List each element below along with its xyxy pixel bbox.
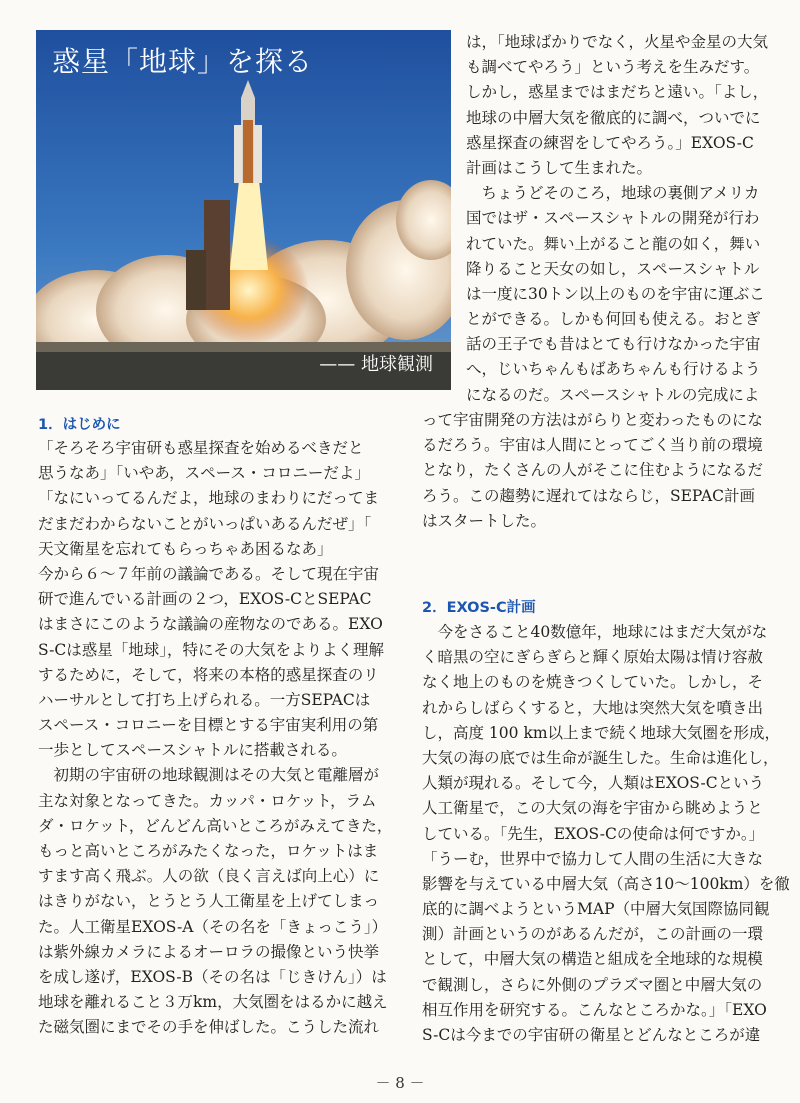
text-line: た磁気圏にまでその手を伸ばした。こうした流れ [38,1018,380,1037]
text-line: なく地上のものを焼きつくしていた。しかし，そ [422,673,764,692]
text-line: るだろう。宇宙は人間にとってごく当り前の環境 [422,436,763,455]
text-line: となり，たくさんの人がそこに住むようになるだ [422,461,764,480]
shuttle-launch-photo [36,30,451,390]
section-1-body [38,436,393,1041]
text-line: だまだわからないことがいっぱいあるんだぜ」「 [38,514,372,533]
text-line: として，中層大気の構造と組成を全地球的な規模 [422,950,763,969]
text-line: 相互作用を研究する。こんなところかな。」「EXO [422,1000,767,1019]
text-line: も調べてやろう」という考えを生みだす。 [466,58,760,77]
text-line: している。「先生，EXOS-Cの使命は何ですか。」 [422,824,765,843]
text-line: スペース・コロニーを目標とする宇宙実利用の第 [38,716,379,735]
right-column-top-lower [422,408,778,534]
text-line: し，高度 100 km以上まで続く地球大気圏を形成， [422,723,781,742]
photo-caption: —— 地球観測 [319,354,433,375]
section-1-heading: 1．はじめに [38,417,121,433]
text-line: は，「地球ばかりでなく，火星や金星の大気 [466,33,768,51]
text-line: 今をさること40数億年，地球にはまだ大気がな [422,623,768,641]
shuttle-launch-illustration [36,30,451,390]
text-line: た。人工衛星EXOS-A（その名を「きょっこう」） [38,917,388,936]
text-line: になるのだ。スペースシャトルの完成によ [466,385,760,404]
right-column-top-upper [466,30,776,408]
text-line: 思うなあ」「いやあ，スペース・コロニーだよ」 [38,464,370,483]
text-line: 底的に調べようというMAP（中層大気国際協同観 [422,900,770,919]
text-line: ハーサルとして打ち上げられる。一方SEPACは [38,690,371,709]
text-line: 惑星探査の練習をしてやろう。」EXOS-C [466,133,754,152]
text-line: 影響を与えている中層大気（高さ10～100km）を徹 [422,874,790,893]
text-line: 測）計画というのがあるんだが，この計画の一環 [422,925,764,944]
section-2-heading: 2．EXOS-C計画 [422,600,536,616]
text-line: ちょうどそのころ，地球の裏側アメリカ [466,184,760,203]
text-line: 地球の中層大気を徹底的に調べ，ついでに [466,108,761,127]
text-line: 初期の宇宙研の地球観測はその大気と電離層が [38,766,380,785]
text-line: もっと高いところがみたくなった，ロケットはま [38,842,379,860]
text-line: れていた。舞い上がること龍の如く，舞い [466,234,761,253]
text-line: 「そろそろ宇宙研も惑星探査を始めるべきだと [38,439,364,457]
text-line: 一歩としてスペースシャトルに搭載される。 [38,741,347,760]
text-line: 天文衛星を忘れてもらっちゃあ困るなあ」 [38,539,333,558]
text-line: は一度に30トン以上のものを宇宙に運ぶこ [466,284,765,303]
text-line: ダ・ロケット，どんどん高いところがみえてきた， [38,816,393,835]
text-line: 国ではザ・スペースシャトルの開発が行わ [466,209,760,228]
text-line: って宇宙開発の方法はがらりと変わったものにな [422,411,763,429]
text-line: 計画はこうして生まれた。 [466,158,653,177]
text-line: はきりがない，とうとう人工衛星を上げてしまっ [38,892,380,911]
text-line: で観測し，さらに外側のプラズマ圏と中層大気の [422,975,763,994]
text-line: を成し遂げ，EXOS-B（その名は「じきけん」）は [38,967,387,986]
text-line: 「なにいってるんだよ，地球のまわりにだってま [38,489,380,508]
text-line: するために，そして，将来の本格的惑星探査のリ [38,665,379,684]
text-line: 地球を離れること３万km，大気圏をはるかに越え [38,993,388,1012]
section-2-body [422,620,790,1048]
text-line: はスタートした。 [422,511,547,530]
text-line: 研で進んでいる計画の２つ，EXOS-CとSEPAC [38,590,372,609]
text-line: ろう。この趨勢に遅れてはならじ，SEPAC計画 [422,486,755,505]
text-line: 「うーむ，世界中で協力して人間の生活に大きな [422,849,764,868]
text-line: 人工衛星で，この大気の海を宇宙から眺めようと [422,799,763,818]
text-line: く暗黒の空にぎらぎらと輝く原始太陽は情け容赦 [422,648,764,667]
text-line: S-Cは今までの宇宙研の衛星とどんなところが違 [422,1026,761,1044]
text-line: S-Cは惑星「地球」，特にその大気をよりよく理解 [38,640,385,659]
text-line: 今から６～７年前の議論である。そして現在宇宙 [38,564,380,583]
photo-title: 惑星「地球」を探る [52,45,314,78]
text-line: はまさにこのような議論の産物なのである。EXO [38,615,383,634]
text-line: 主な対象となってきた。カッパ・ロケット，ラム [38,791,377,810]
page-number: － 8 － [375,1074,425,1092]
text-line: とができる。しかも何回も使える。おとぎ [466,310,761,329]
text-line: へ，じいちゃんもばあちゃんも行けるよう [466,360,761,379]
text-line: 大気の海の底では生命が誕生した。生命は進化し， [422,748,779,767]
text-line: しかし，惑星まではまだちと遠い。「よし， [466,83,769,102]
text-line: 話の王子でも昔はとても行けなかった宇宙 [466,335,761,354]
text-line: すます高く飛ぶ。人の欲（良く言えば向上心）に [38,867,380,886]
text-line: 人類が現れる。そして今，人類はEXOS-Cという [422,774,765,793]
text-line: れからしばらくすると，大地は突然大気を噴き出 [422,698,764,717]
text-line: 降りること天女の如し，スペースシャトル [466,259,760,278]
text-line: は紫外線カメラによるオーロラの撮像という快挙 [38,942,380,961]
